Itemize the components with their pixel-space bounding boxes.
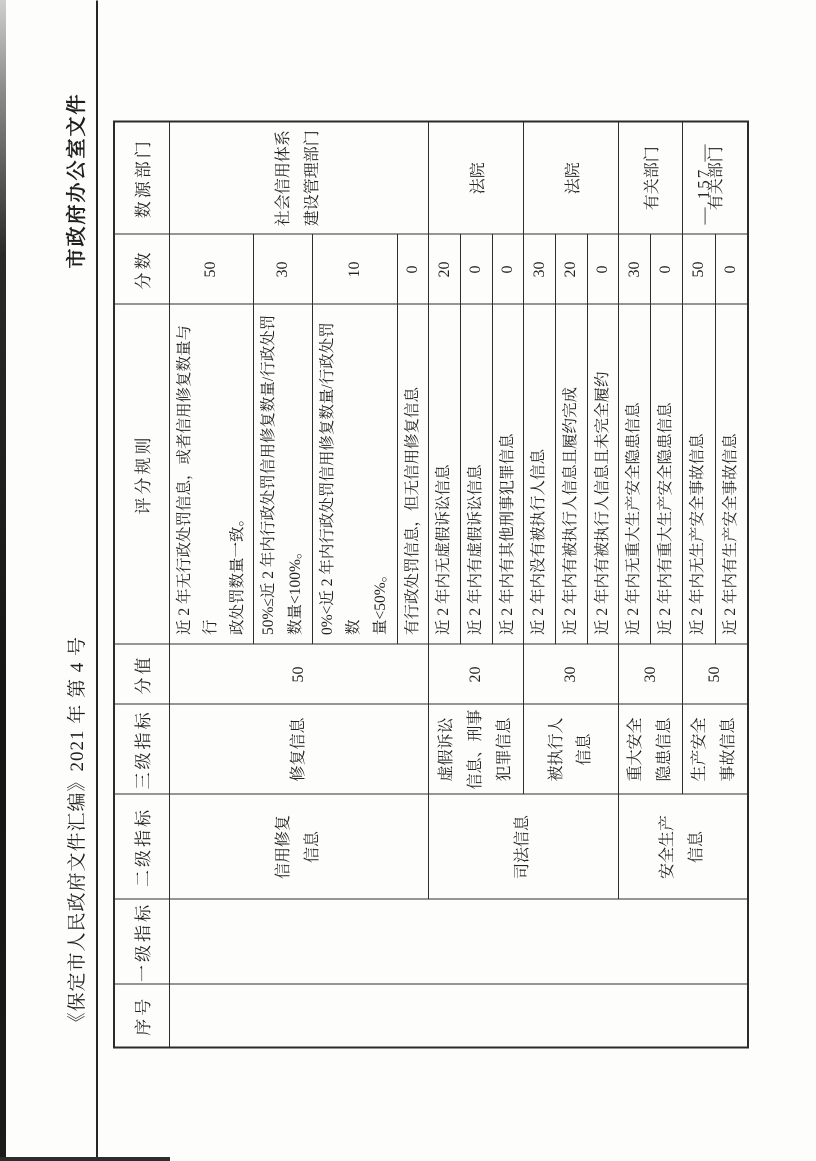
cell-level3-judgment-debtor: 被执行人 信息 (524, 704, 619, 794)
col-header-serial: 序号 (114, 984, 169, 1047)
col-header-level3: 三级指标 (114, 704, 169, 794)
cell-rule: 近 2 年内无重大生产安全隐患信息 (619, 304, 651, 644)
cell-score: 0 (461, 234, 493, 304)
credit-scoring-rules-table (113, 120, 749, 1048)
cell-rule: 近 2 年内有被执行人信息且履约完成 (556, 304, 588, 644)
cell-rule: 近 2 年内有重大生产安全隐患信息 (651, 304, 683, 644)
table-header-row (114, 121, 169, 1047)
cell-points: 30 (524, 644, 619, 704)
cell-serial-empty (169, 984, 748, 1047)
scan-edge-artifact-bottom (0, 1157, 170, 1161)
cell-level3-major-hazard: 重大安全 隐患信息 (619, 704, 682, 794)
col-header-points: 分值 (114, 644, 169, 704)
cell-source-relevant-dept: 有关部门 (619, 121, 682, 234)
cell-rule: 有行政处罚信息，但无信用修复信息 (397, 304, 429, 644)
col-header-level2: 二级指标 (114, 794, 169, 899)
cell-score: 20 (429, 234, 461, 304)
cell-source-relevant-dept: 有关部门 (682, 121, 748, 234)
cell-rule: 近 2 年内无生产安全事故信息 (682, 304, 715, 644)
cell-level2-credit-repair: 信用修复 信息 (169, 794, 429, 899)
cell-level3-false-litigation: 虚假诉讼 信息、刑事 犯罪信息 (429, 704, 524, 794)
cell-level1-empty (169, 899, 748, 984)
cell-score: 0 (587, 234, 619, 304)
cell-level3-safety-accident: 生产安全 事故信息 (682, 704, 748, 794)
scan-edge-artifact (0, 0, 6, 1161)
cell-points: 50 (169, 644, 429, 704)
cell-source-court: 法院 (429, 121, 524, 234)
col-header-score: 分数 (114, 234, 169, 304)
cell-level2-work-safety: 安全生产 信息 (619, 794, 748, 899)
cell-rule: 近 2 年内没有被执行人信息 (524, 304, 556, 644)
cell-rule: 近 2 年内无虚假诉讼信息 (429, 304, 461, 644)
cell-score: 10 (312, 234, 397, 304)
cell-score: 0 (397, 234, 429, 304)
cell-points: 30 (619, 644, 682, 704)
cell-rule: 近 2 年无行政处罚信息，或者信用修复数量与行 政处罚数量一致。 (169, 304, 254, 644)
cell-score: 0 (715, 234, 748, 304)
header-rule-line (96, 0, 98, 1161)
cell-level3-repair-info: 修复信息 (169, 704, 429, 794)
cell-rule: 50%≤近 2 年内行政处罚信用修复数量/行政处罚 数量<100%。 (254, 304, 312, 644)
cell-score: 0 (492, 234, 524, 304)
cell-score: 20 (556, 234, 588, 304)
cell-score: 30 (254, 234, 312, 304)
cell-score: 30 (619, 234, 651, 304)
cell-score: 50 (169, 234, 254, 304)
running-head (60, 92, 89, 1031)
col-header-level1: 一级指标 (114, 899, 169, 984)
cell-score: 50 (682, 234, 715, 304)
page-number: — 157 — (694, 142, 713, 224)
cell-rule: 近 2 年内有虚假诉讼信息 (461, 304, 493, 644)
cell-source-court: 法院 (524, 121, 619, 234)
cell-source-credit-system-dept: 社会信用体系 建设管理部门 (169, 121, 429, 234)
col-header-source: 数源部门 (114, 121, 169, 234)
document-category-header: 市政府办公室文件 (66, 92, 88, 268)
table-row (169, 121, 254, 1047)
cell-points: 50 (682, 644, 748, 704)
cell-points: 20 (429, 644, 524, 704)
cell-rule: 0%<近 2 年内行政处罚信用修复数量/行政处罚数 量<50%。 (312, 304, 397, 644)
col-header-rules: 评分规则 (114, 304, 169, 644)
compilation-title: 《保定市人民政府文件汇编》2021 年 第 4 号 (67, 635, 88, 1031)
cell-score: 30 (524, 234, 556, 304)
cell-score: 0 (651, 234, 683, 304)
cell-rule: 近 2 年内有其他刑事犯罪信息 (492, 304, 524, 644)
cell-level2-judicial-info: 司法信息 (429, 794, 619, 899)
cell-rule: 近 2 年内有生产安全事故信息 (715, 304, 748, 644)
cell-rule: 近 2 年内有被执行人信息且未完全履约 (587, 304, 619, 644)
